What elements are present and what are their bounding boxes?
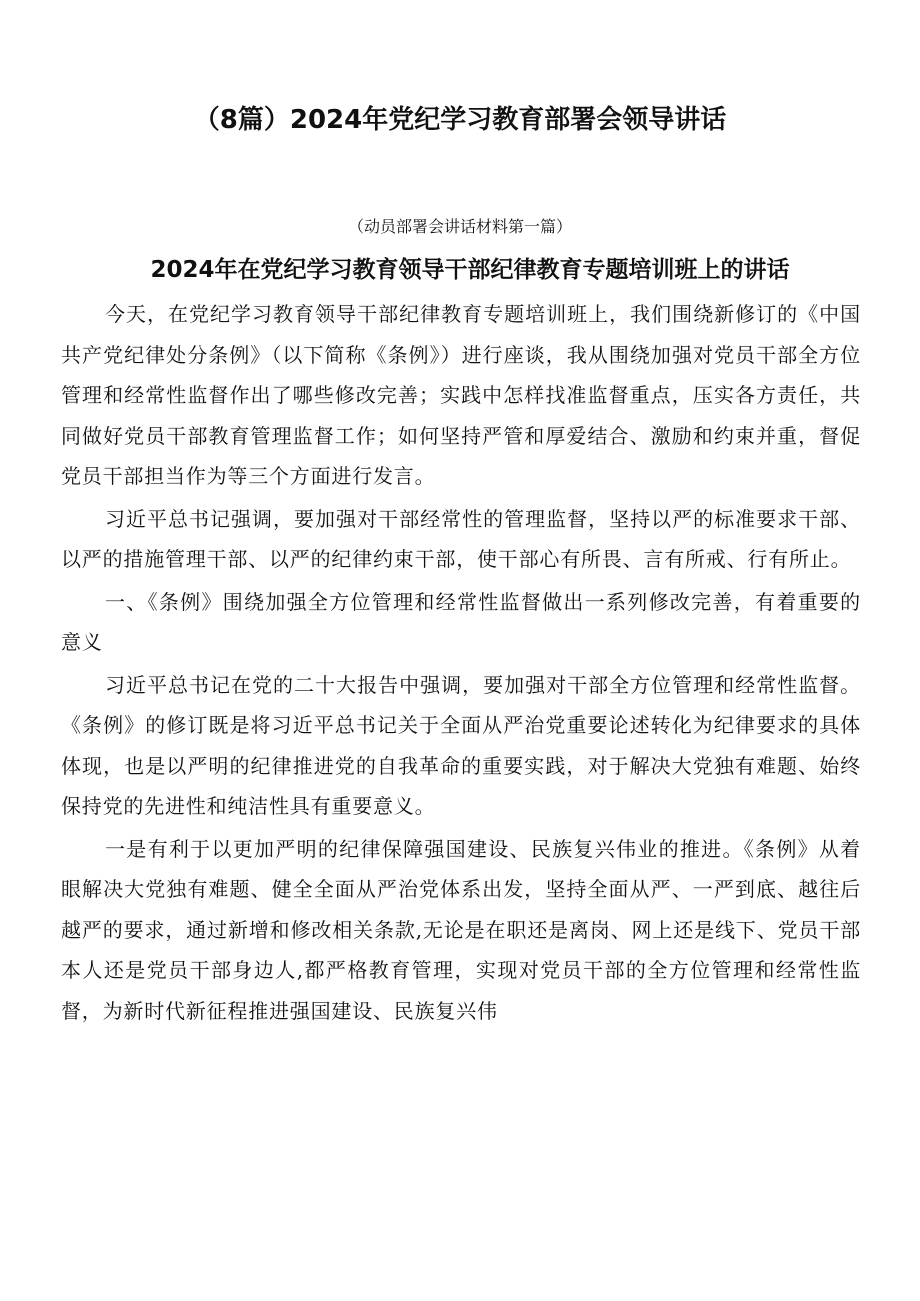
paragraph: 习近平总书记强调，要加强对干部经常性的管理监督，坚持以严的标准要求干部、以严的措施管理干部、以严的纪律约束干部，使干部心有所畏、言有所戒、行有所止。 xyxy=(61,506,861,571)
body-text xyxy=(61,294,861,1033)
paragraph: 今天，在党纪学习教育领导干部纪律教育专题培训班上，我们围绕新修订的《中国共产党纪律处分条例》（以下简称《条例》）进行座谈，我从围绕加强对党员干部全方位管理和经常性监督作出了哪些修改完善；实践中怎样找准监督重点，压实各方责任，共同做好党员干部教育管理监督工作；如何坚持严管和厚爱结合、激励和约束并重，督促党员干部担当作为等三个方面进行发言。 xyxy=(61,302,861,488)
document-title: （8篇）2024年党纪学习教育部署会领导讲话 xyxy=(193,105,727,135)
paragraph: 习近平总书记在党的二十大报告中强调，要加强对干部全方位管理和经常性监督。《条例》的修订既是将习近平总书记关于全面从严治党重要论述转化为纪律要求的具体体现，也是以严明的纪律推进党的自我革命的重要实践，对于解决大党独有难题、始终保持党的先进性和纯洁性具有重要意义。 xyxy=(61,672,861,818)
section-note: （动员部署会讲话材料第一篇） xyxy=(347,217,572,236)
paragraph: 一是有利于以更加严明的纪律保障强国建设、民族复兴伟业的推进。《条例》从着眼解决大党独有难题、健全全面从严治党体系出发，坚持全面从严、一严到底、越往后越严的要求，通过新增和修改相关条款,无论是在职还是离岗、网上还是线下、党员干部本人还是党员干部身边人,都严格教育管理，实现对党员干部的全方位管理和经常性监督，为新时代新征程推进强国建设、民族复兴伟 xyxy=(61,836,861,1023)
section-title: 2024年在党纪学习教育领导干部纪律教育专题培训班上的讲话 xyxy=(150,257,790,283)
paragraph-heading: 一、《条例》围绕加强全方位管理和经常性监督做出一系列修改完善，有着重要的意义 xyxy=(61,589,861,654)
